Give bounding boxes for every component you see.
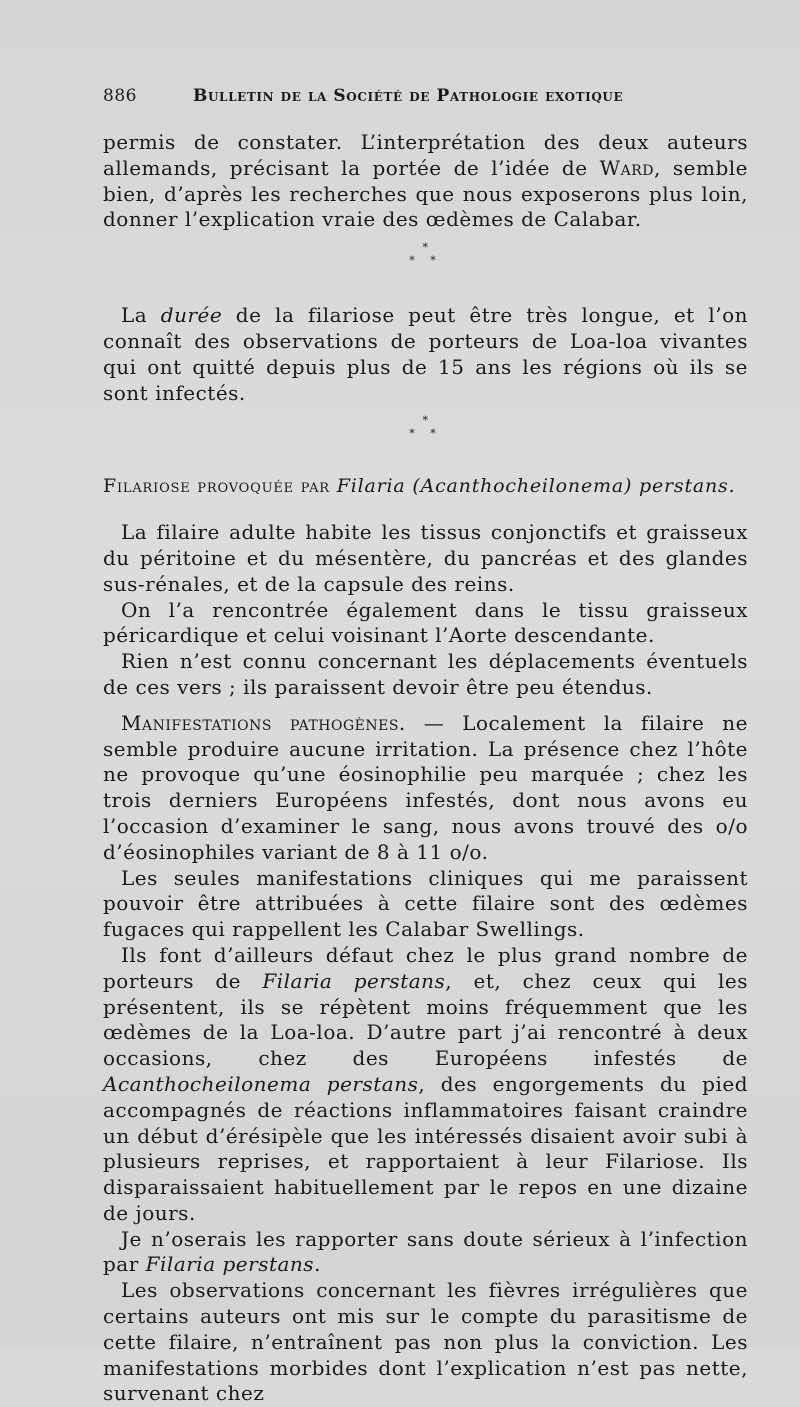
asterism-top: * <box>422 241 429 255</box>
page-header <box>103 86 748 114</box>
running-title: Bulletin de la Société de Pathologie exotique <box>193 86 624 106</box>
subsection-heading: Manifestations pathogènes. <box>121 710 406 735</box>
asterism-bottom: * * <box>409 427 442 441</box>
text-run: Ils font d’ailleurs défaut chez le plus grand nombre de porteurs de <box>103 942 748 993</box>
asterism-bottom: * * <box>409 254 442 268</box>
text-run: , semble bien, d’après les recherches que nous exposerons plus loin, donner l’explication vraie des œdèmes de Calabar. <box>103 155 748 232</box>
text-run: permis de constater. L’interprétation des deux auteurs allemands, précisant la portée de l’idée de <box>103 130 748 180</box>
section-heading-prefix: Filariose provoquée par <box>103 475 330 498</box>
asterism-divider <box>103 241 748 267</box>
section-heading-species: perstans. <box>639 475 736 498</box>
paragraph-habitat: La filaire adulte habite les tissus conjonctifs et graisseux du péritoine et du mésentère, du pancréas et des glandes sus-rénales, et de la capsule des reins. <box>103 520 748 596</box>
asterism-top: * <box>422 414 429 428</box>
emphasis: durée <box>160 303 223 328</box>
text-run: La <box>121 303 161 328</box>
paragraph-pericardial: On l’a rencontrée également dans le tissu graisseux péricardique et celui voisinant l’Aorte descendante. <box>103 597 748 648</box>
paragraph-continuation <box>103 130 748 233</box>
text-run: de la filariose peut être très longue, et l’on connaît des observations de porteurs de Loa-loa vivantes qui ont quitté depuis plus de 15 ans les régions où ils se sont infectés. <box>103 303 748 405</box>
paragraph-oedemes <box>103 943 748 1227</box>
emphasis: Acanthocheilonema perstans <box>103 1071 419 1096</box>
emphasis: Filaria perstans <box>145 1252 315 1277</box>
page-number: 886 <box>103 86 137 106</box>
text-run: Je n’oserais les rapporter sans doute sérieux à l’infection par <box>103 1226 748 1277</box>
paragraph-fevers: Les observations concernant les fièvres irrégulières que certains auteurs ont mis sur le compte du parasitisme de cette filaire, n’entraînent pas non plus la conviction. Les manifestations morbides dont l’explication n’est pas nette, survenant chez <box>103 1278 748 1406</box>
text-run: . <box>314 1252 321 1277</box>
section-heading <box>103 474 748 500</box>
text-run: — Localement la filaire ne semble produire aucune irritation. La présence chez l’hôte ne provoque qu’une éosinophilie peu marquée ; chez les trois derniers Européens infestés, dont nous avons eu l’occasion d’examiner le sang, nous avons trouvé des o/o d’éosinophiles variant de 8 à 11 o/o. <box>103 710 748 864</box>
paragraph-infection <box>103 1227 748 1279</box>
author-name: Ward <box>599 155 655 180</box>
text-run: , et, chez ceux qui les présentent, ils se répètent moins fréquemment que les œdèmes de la Loa-loa. D’autre part j’ai rencontré à deux occasions, chez des Européens infestés de <box>103 968 748 1071</box>
paragraph-duration <box>103 303 748 406</box>
paragraph-movements: Rien n’est connu concernant les déplacements éventuels de ces vers ; ils paraissent devoir être peu étendus. <box>103 649 748 699</box>
text-run: , des engorgements du pied accompagnés de réactions inflammatoires faisant craindre un début d’érésipèle que les intéressés disaient avoir subi à plusieurs reprises, et rapportaient à leur Filariose. Ils disparaissaient habituellement par le repos en une dizaine de jours. <box>103 1071 749 1225</box>
emphasis: Filaria perstans <box>262 968 446 993</box>
section-heading-genus: Filaria <box>336 475 406 498</box>
paragraph-clinical: Les seules manifestations cliniques qui me paraissent pouvoir être attribuées à cette filaire sont des œdèmes fugaces qui rappellent les Calabar Swellings. <box>103 865 748 942</box>
paragraph-manifestations <box>103 711 748 866</box>
asterism-divider <box>103 414 748 440</box>
page-body <box>103 130 748 1407</box>
section-heading-subgenus: (Acanthocheilonema) <box>412 475 633 498</box>
